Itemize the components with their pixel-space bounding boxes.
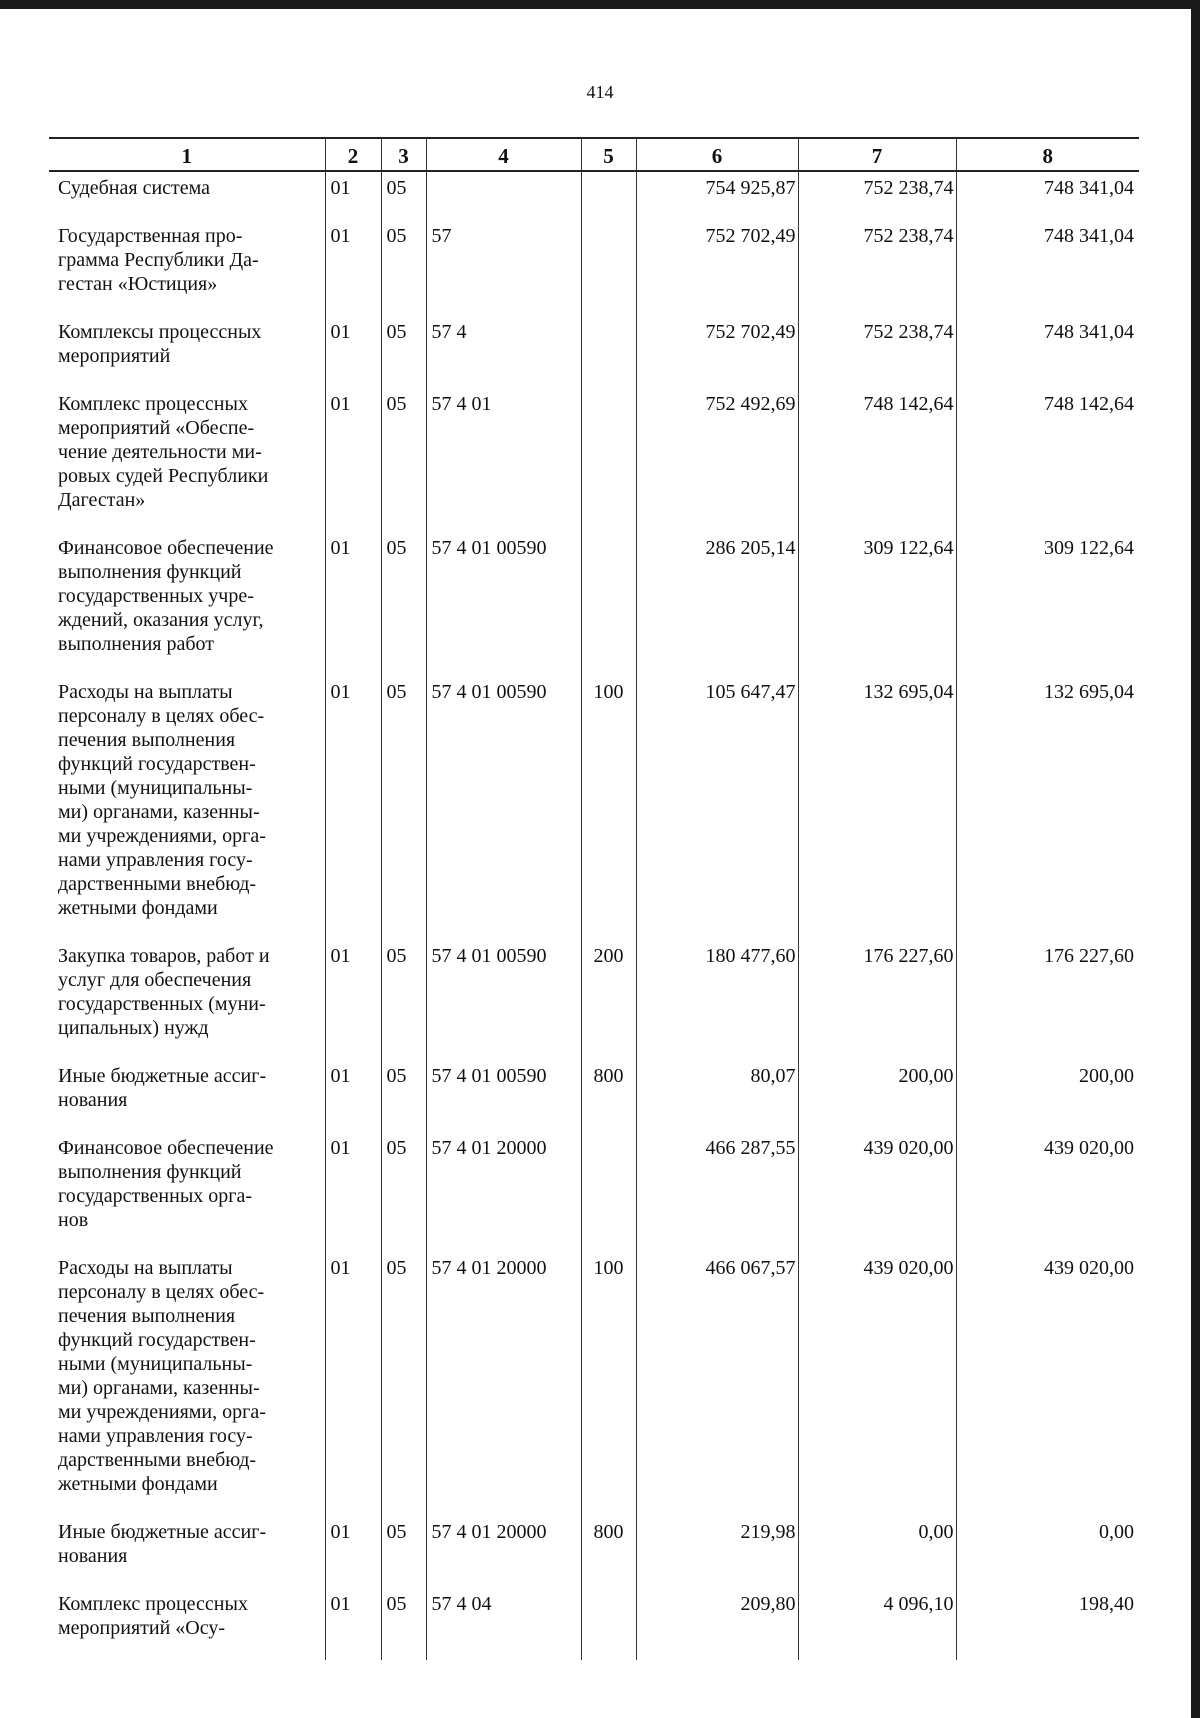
expense-type-cell xyxy=(581,532,636,676)
section-code-cell: 01 xyxy=(325,220,381,316)
expense-type-cell xyxy=(581,1132,636,1252)
row-name-cell xyxy=(49,940,325,1060)
row-name-line: нами управления госу- xyxy=(58,1425,253,1447)
row-name-line: чение деятельности ми- xyxy=(58,441,262,463)
subsection-code-cell: 05 xyxy=(381,1588,426,1660)
table-row xyxy=(49,1132,1139,1252)
subsection-code-cell: 05 xyxy=(381,1252,426,1516)
row-name-line: мероприятий «Осу- xyxy=(58,1617,226,1639)
row-name-line: жетными фондами xyxy=(58,1473,218,1495)
target-article-cell: 57 4 01 20000 xyxy=(426,1516,581,1588)
amount-col7-cell: 752 238,74 xyxy=(798,171,956,220)
row-name-line: Комплекс процессных xyxy=(58,393,248,415)
amount-col6-cell: 105 647,47 xyxy=(636,676,798,940)
budget-table xyxy=(49,137,1139,1660)
section-code-cell: 01 xyxy=(325,940,381,1060)
section-code-cell: 01 xyxy=(325,388,381,532)
section-code-cell: 01 xyxy=(325,1060,381,1132)
expense-type-cell: 800 xyxy=(581,1060,636,1132)
amount-col8-cell: 439 020,00 xyxy=(956,1252,1139,1516)
amount-col7-cell: 176 227,60 xyxy=(798,940,956,1060)
column-header-8: 8 xyxy=(956,138,1139,171)
row-name-line: ми) органами, казенны- xyxy=(58,801,260,823)
row-name-line: функций государствен- xyxy=(58,1329,256,1351)
amount-col7-cell: 439 020,00 xyxy=(798,1252,956,1516)
amount-col6-cell: 209,80 xyxy=(636,1588,798,1660)
subsection-code-cell: 05 xyxy=(381,316,426,388)
amount-col6-cell: 180 477,60 xyxy=(636,940,798,1060)
amount-col7-cell: 132 695,04 xyxy=(798,676,956,940)
amount-col6-cell: 466 287,55 xyxy=(636,1132,798,1252)
amount-col8-cell: 748 142,64 xyxy=(956,388,1139,532)
row-name-line: государственных учре- xyxy=(58,585,254,607)
subsection-code-cell: 05 xyxy=(381,388,426,532)
amount-col8-cell: 439 020,00 xyxy=(956,1132,1139,1252)
row-name-cell xyxy=(49,1588,325,1660)
subsection-code-cell: 05 xyxy=(381,1516,426,1588)
section-code-cell: 01 xyxy=(325,1588,381,1660)
amount-col6-cell: 752 702,49 xyxy=(636,220,798,316)
row-name-line: жетными фондами xyxy=(58,897,218,919)
row-name-line: Закупка товаров, работ и xyxy=(58,945,270,967)
target-article-cell: 57 4 01 00590 xyxy=(426,940,581,1060)
row-name-line: услуг для обеспечения xyxy=(58,969,252,991)
amount-col7-cell: 748 142,64 xyxy=(798,388,956,532)
amount-col6-cell: 286 205,14 xyxy=(636,532,798,676)
row-name-line: Иные бюджетные ассиг- xyxy=(58,1065,267,1087)
section-code-cell: 01 xyxy=(325,171,381,220)
table-body xyxy=(49,171,1139,1660)
row-name-line: дарственными внебюд- xyxy=(58,1449,257,1471)
target-article-cell: 57 4 01 00590 xyxy=(426,1060,581,1132)
subsection-code-cell: 05 xyxy=(381,171,426,220)
table-row xyxy=(49,220,1139,316)
section-code-cell: 01 xyxy=(325,532,381,676)
section-code-cell: 01 xyxy=(325,316,381,388)
table-row xyxy=(49,676,1139,940)
row-name-line: Иные бюджетные ассиг- xyxy=(58,1521,267,1543)
amount-col7-cell: 0,00 xyxy=(798,1516,956,1588)
row-name-cell xyxy=(49,316,325,388)
amount-col6-cell: 80,07 xyxy=(636,1060,798,1132)
header-row xyxy=(49,138,1139,171)
target-article-cell: 57 xyxy=(426,220,581,316)
subsection-code-cell: 05 xyxy=(381,220,426,316)
amount-col8-cell: 748 341,04 xyxy=(956,220,1139,316)
row-name-line: ми учреждениями, орга- xyxy=(58,1401,266,1423)
expense-type-cell: 800 xyxy=(581,1516,636,1588)
row-name-line: Финансовое обеспечение xyxy=(58,537,274,559)
target-article-cell: 57 4 xyxy=(426,316,581,388)
target-article-cell: 57 4 01 xyxy=(426,388,581,532)
amount-col7-cell: 752 238,74 xyxy=(798,220,956,316)
row-name-line: нования xyxy=(58,1089,128,1111)
table-row xyxy=(49,532,1139,676)
row-name-line: Расходы на выплаты xyxy=(58,1257,233,1279)
amount-col7-cell: 4 096,10 xyxy=(798,1588,956,1660)
expense-type-cell: 200 xyxy=(581,940,636,1060)
row-name-line: ными (муниципальны- xyxy=(58,777,253,799)
subsection-code-cell: 05 xyxy=(381,940,426,1060)
amount-col8-cell: 748 341,04 xyxy=(956,171,1139,220)
row-name-line: мероприятий xyxy=(58,345,171,367)
expense-type-cell xyxy=(581,171,636,220)
section-code-cell: 01 xyxy=(325,1252,381,1516)
amount-col8-cell: 176 227,60 xyxy=(956,940,1139,1060)
row-name-cell xyxy=(49,220,325,316)
section-code-cell: 01 xyxy=(325,676,381,940)
subsection-code-cell: 05 xyxy=(381,532,426,676)
expense-type-cell xyxy=(581,388,636,532)
row-name-line: ждений, оказания услуг, xyxy=(58,609,264,631)
column-header-7: 7 xyxy=(798,138,956,171)
row-name-line: выполнения функций xyxy=(58,1161,242,1183)
amount-col7-cell: 439 020,00 xyxy=(798,1132,956,1252)
column-header-1: 1 xyxy=(49,138,325,171)
row-name-line: государственных орга- xyxy=(58,1185,253,1207)
row-name-line: мероприятий «Обеспе- xyxy=(58,417,255,439)
row-name-line: ми) органами, казенны- xyxy=(58,1377,260,1399)
target-article-cell xyxy=(426,171,581,220)
amount-col8-cell: 0,00 xyxy=(956,1516,1139,1588)
target-article-cell: 57 4 01 00590 xyxy=(426,532,581,676)
column-header-3: 3 xyxy=(381,138,426,171)
amount-col8-cell: 748 341,04 xyxy=(956,316,1139,388)
subsection-code-cell: 05 xyxy=(381,1132,426,1252)
amount-col6-cell: 466 067,57 xyxy=(636,1252,798,1516)
row-name-cell xyxy=(49,676,325,940)
row-name-line: ми учреждениями, орга- xyxy=(58,825,266,847)
amount-col7-cell: 200,00 xyxy=(798,1060,956,1132)
row-name-line: Государственная про- xyxy=(58,225,243,247)
table-row xyxy=(49,1516,1139,1588)
row-name-cell xyxy=(49,388,325,532)
row-name-line: персоналу в целях обес- xyxy=(58,1281,265,1303)
row-name-line: выполнения функций xyxy=(58,561,242,583)
target-article-cell: 57 4 01 20000 xyxy=(426,1252,581,1516)
row-name-cell xyxy=(49,1132,325,1252)
row-name-line: нов xyxy=(58,1209,89,1231)
column-header-2: 2 xyxy=(325,138,381,171)
row-name-line: Комплексы процессных xyxy=(58,321,262,343)
target-article-cell: 57 4 01 20000 xyxy=(426,1132,581,1252)
amount-col8-cell: 132 695,04 xyxy=(956,676,1139,940)
table-row xyxy=(49,388,1139,532)
expense-type-cell xyxy=(581,220,636,316)
amount-col8-cell: 309 122,64 xyxy=(956,532,1139,676)
amount-col6-cell: 752 702,49 xyxy=(636,316,798,388)
table-row xyxy=(49,316,1139,388)
row-name-line: ровых судей Республики xyxy=(58,465,269,487)
row-name-line: Финансовое обеспечение xyxy=(58,1137,274,1159)
row-name-line: нования xyxy=(58,1545,128,1567)
row-name-line: ными (муниципальны- xyxy=(58,1353,253,1375)
table-row xyxy=(49,1060,1139,1132)
row-name-line: дарственными внебюд- xyxy=(58,873,257,895)
amount-col8-cell: 198,40 xyxy=(956,1588,1139,1660)
expense-type-cell xyxy=(581,1588,636,1660)
row-name-line: Комплекс процессных xyxy=(58,1593,248,1615)
scan-edge-right xyxy=(1191,0,1200,1718)
table-row xyxy=(49,171,1139,220)
row-name-line: нами управления госу- xyxy=(58,849,253,871)
row-name-cell xyxy=(49,1252,325,1516)
row-name-cell xyxy=(49,532,325,676)
amount-col6-cell: 754 925,87 xyxy=(636,171,798,220)
row-name-line: грамма Республики Да- xyxy=(58,249,259,271)
column-header-4: 4 xyxy=(426,138,581,171)
subsection-code-cell: 05 xyxy=(381,676,426,940)
column-header-5: 5 xyxy=(581,138,636,171)
expense-type-cell xyxy=(581,316,636,388)
row-name-line: ципальных) нужд xyxy=(58,1017,209,1039)
amount-col6-cell: 752 492,69 xyxy=(636,388,798,532)
section-code-cell: 01 xyxy=(325,1516,381,1588)
expense-type-cell: 100 xyxy=(581,676,636,940)
row-name-line: Дагестан» xyxy=(58,489,146,511)
section-code-cell: 01 xyxy=(325,1132,381,1252)
row-name-line: Расходы на выплаты xyxy=(58,681,233,703)
expense-type-cell: 100 xyxy=(581,1252,636,1516)
row-name-line: печения выполнения xyxy=(58,1305,236,1327)
row-name-line: функций государствен- xyxy=(58,753,256,775)
row-name-line: выполнения работ xyxy=(58,633,215,655)
row-name-line: Судебная система xyxy=(58,177,211,199)
target-article-cell: 57 4 01 00590 xyxy=(426,676,581,940)
amount-col7-cell: 309 122,64 xyxy=(798,532,956,676)
row-name-line: государственных (муни- xyxy=(58,993,266,1015)
table-row xyxy=(49,940,1139,1060)
scan-edge-top xyxy=(0,0,1200,9)
row-name-cell xyxy=(49,171,325,220)
row-name-line: печения выполнения xyxy=(58,729,236,751)
row-name-cell xyxy=(49,1516,325,1588)
amount-col6-cell: 219,98 xyxy=(636,1516,798,1588)
column-header-6: 6 xyxy=(636,138,798,171)
amount-col8-cell: 200,00 xyxy=(956,1060,1139,1132)
table-row xyxy=(49,1588,1139,1660)
row-name-line: персоналу в целях обес- xyxy=(58,705,265,727)
page-number: 414 xyxy=(586,82,614,102)
row-name-line: гестан «Юстиция» xyxy=(58,273,218,295)
target-article-cell: 57 4 04 xyxy=(426,1588,581,1660)
subsection-code-cell: 05 xyxy=(381,1060,426,1132)
row-name-cell xyxy=(49,1060,325,1132)
table-row xyxy=(49,1252,1139,1516)
amount-col7-cell: 752 238,74 xyxy=(798,316,956,388)
